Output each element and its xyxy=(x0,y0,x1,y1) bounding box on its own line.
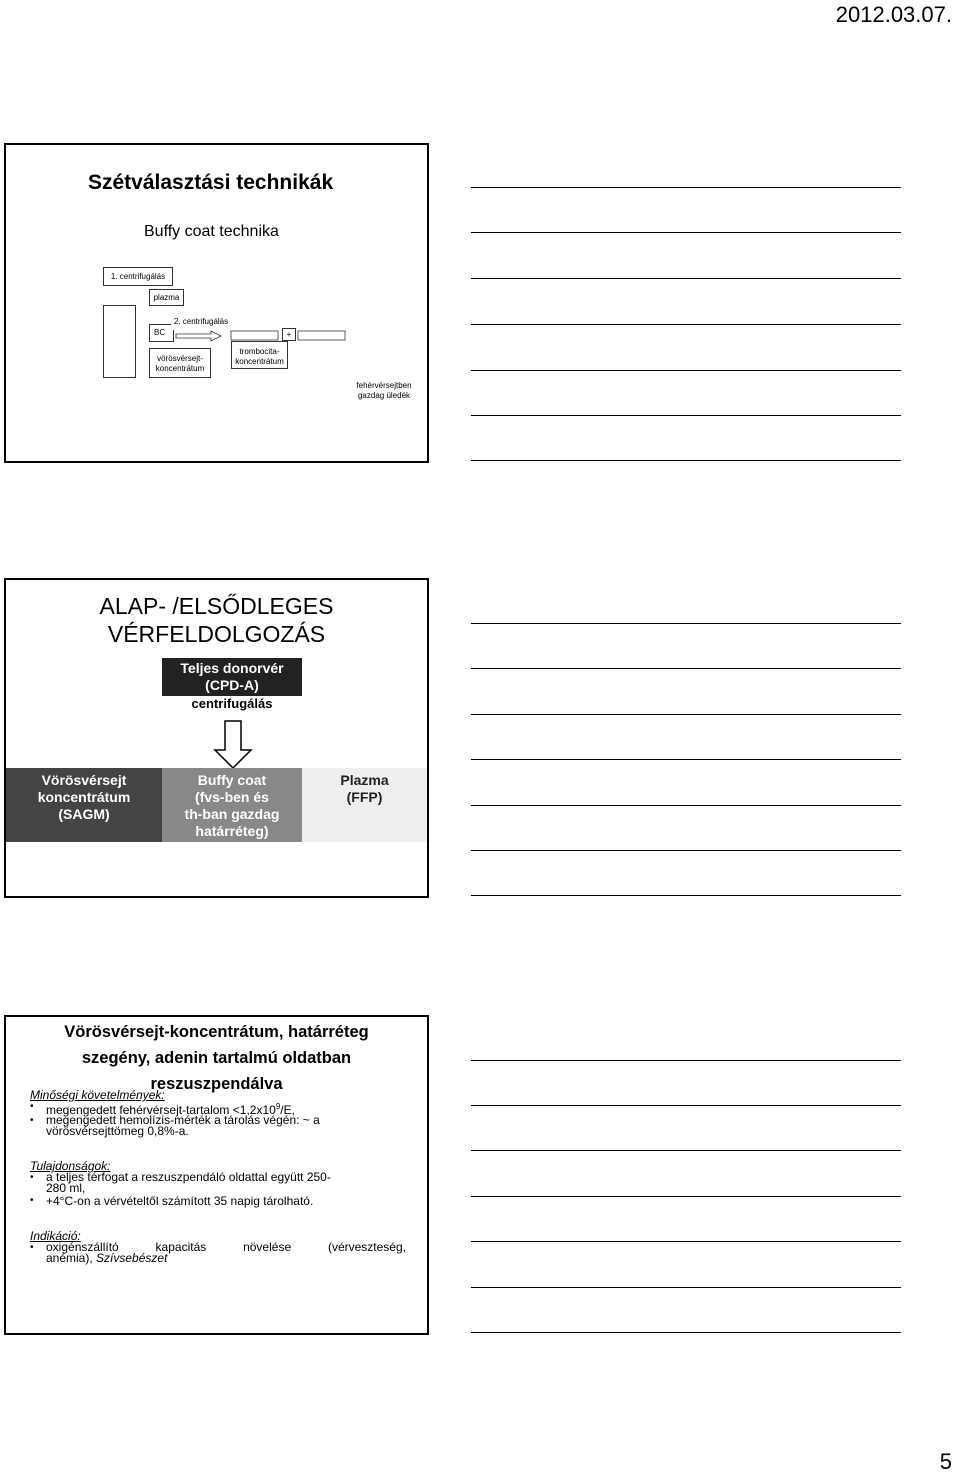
note-line xyxy=(471,850,901,851)
slide-1 xyxy=(4,143,429,463)
indication-line2a: anémia), xyxy=(46,1251,93,1265)
plt-label-line2: koncentrátum xyxy=(235,357,284,366)
properties-heading: Tulajdonságok: xyxy=(30,1159,111,1173)
slide-1-subtitle: Buffy coat technika xyxy=(144,223,279,240)
props-item1-line1: a teljes térfogat a reszuszpendáló oldattal együtt 250- xyxy=(46,1170,331,1184)
note-line xyxy=(471,324,901,325)
rbc-line1: Vörösvérsejt xyxy=(41,772,127,788)
quality-heading: Minőségi követelmények: xyxy=(30,1088,165,1102)
buffy-line3: th-ban gazdag xyxy=(184,806,280,822)
rbc-label-line1: vörösvérsejt- xyxy=(157,354,203,363)
indication-line2b: Szívsebészet xyxy=(96,1251,168,1265)
page-number: 5 xyxy=(939,1449,952,1474)
centrifuge2-label: 2. centrifugálás xyxy=(171,315,231,330)
down-arrow-icon xyxy=(211,720,255,770)
wbc-label-line1: fehérvérsejtben xyxy=(356,381,412,390)
quality-item-2 xyxy=(46,1115,320,1137)
platelet-concentrate-label xyxy=(231,341,288,369)
rbc-concentrate-cell xyxy=(6,768,162,842)
indication-item xyxy=(46,1242,406,1264)
slide-3-title-line2: szegény, adenin tartalmú oldatban xyxy=(81,1049,352,1067)
slide-3 xyxy=(4,1015,429,1335)
properties-item-1 xyxy=(46,1172,331,1194)
quality-item1-text: megengedett fehérvérsejt-tartalom <1,2x10 xyxy=(46,1103,276,1117)
rbc-line2: koncentrátum xyxy=(37,789,131,805)
quality-item2-line1: megengedett hemolízis-mérték a tárolás végén: ~ a xyxy=(46,1113,320,1127)
quality-item1-sup: 9 xyxy=(275,1102,281,1111)
note-line xyxy=(471,370,901,371)
bullet-icon: • xyxy=(30,1195,34,1206)
document-date: 2012.03.07. xyxy=(835,2,952,27)
plasma-line2: (FFP) xyxy=(346,789,383,805)
slide-2-title-line1: ALAP- /ELSŐDLEGES xyxy=(99,593,334,619)
note-line xyxy=(471,805,901,806)
note-line xyxy=(471,1060,901,1061)
donor-line2: (CPD-A) xyxy=(205,677,259,693)
note-line xyxy=(471,895,901,896)
wbc-sediment-label xyxy=(349,381,419,403)
plasma-line1: Plazma xyxy=(340,772,389,788)
note-line xyxy=(471,232,901,233)
note-line xyxy=(471,1287,901,1288)
indication-heading: Indikáció: xyxy=(30,1229,81,1243)
bullet-icon: • xyxy=(30,1101,34,1112)
slide-3-title-line1: Vörösvérsejt-koncentrátum, határréteg xyxy=(64,1023,369,1041)
rbc-line3: (SAGM) xyxy=(58,806,110,822)
note-line xyxy=(471,759,901,760)
note-line xyxy=(471,1332,901,1333)
note-line xyxy=(471,1105,901,1106)
bullet-icon: • xyxy=(30,1242,34,1253)
bullet-icon: • xyxy=(30,1172,34,1183)
note-line xyxy=(471,1150,901,1151)
plus-sign: + xyxy=(282,328,296,341)
note-line xyxy=(471,1196,901,1197)
indication-line1: oxigénszállító kapacitás növelése (vérveszteség, xyxy=(46,1240,406,1254)
buffy-line2: (fvs-ben és xyxy=(195,789,269,805)
note-line xyxy=(471,1241,901,1242)
donor-line1: Teljes donorvér xyxy=(180,660,284,676)
slide-1-title: Szétválasztási technikák xyxy=(88,171,334,194)
plt-label-line1: trombocita- xyxy=(239,347,280,356)
indication-line2 xyxy=(46,1253,406,1264)
slide-3-title-line3: reszuszpendálva xyxy=(150,1075,283,1093)
bullet-icon: • xyxy=(30,1115,34,1126)
properties-item-2: +4°C-on a vérvételtől számított 35 napig tárolható. xyxy=(46,1194,314,1208)
slide-2-title xyxy=(6,592,427,648)
rbc-label-line2: koncentrátum xyxy=(155,364,205,373)
centrifuge1-label: 1. centrifugálás xyxy=(103,267,173,286)
slide-3-title xyxy=(6,1019,427,1097)
note-line xyxy=(471,415,901,416)
props-item1-line2: 280 ml, xyxy=(46,1181,86,1195)
bc-label: BC xyxy=(149,324,174,342)
note-line xyxy=(471,714,901,715)
plasma-label: plazma xyxy=(149,289,184,306)
quality-item1-end: /E, xyxy=(280,1103,295,1117)
rbc-concentrate-label xyxy=(149,348,211,378)
note-line xyxy=(471,623,901,624)
whole-blood-box xyxy=(162,658,302,696)
slide-2 xyxy=(4,578,429,898)
note-line xyxy=(471,278,901,279)
slide-2-title-line2: VÉRFELDOLGOZÁS xyxy=(107,621,326,647)
blood-bag-shape xyxy=(103,305,136,378)
buffy-coat-cell xyxy=(162,768,302,842)
buffy-line1: Buffy coat xyxy=(197,772,267,788)
wbc-label-line2: gazdag üledék xyxy=(357,391,411,400)
centrifugation-label: centrifugálás xyxy=(191,696,273,711)
note-line xyxy=(471,668,901,669)
buffy-line4: határréteg) xyxy=(195,823,269,839)
plasma-cell xyxy=(302,768,427,842)
note-line xyxy=(471,187,901,188)
quality-item2-line2: vörösvérsejttömeg 0,8%-a. xyxy=(46,1124,189,1138)
note-line xyxy=(471,460,901,461)
